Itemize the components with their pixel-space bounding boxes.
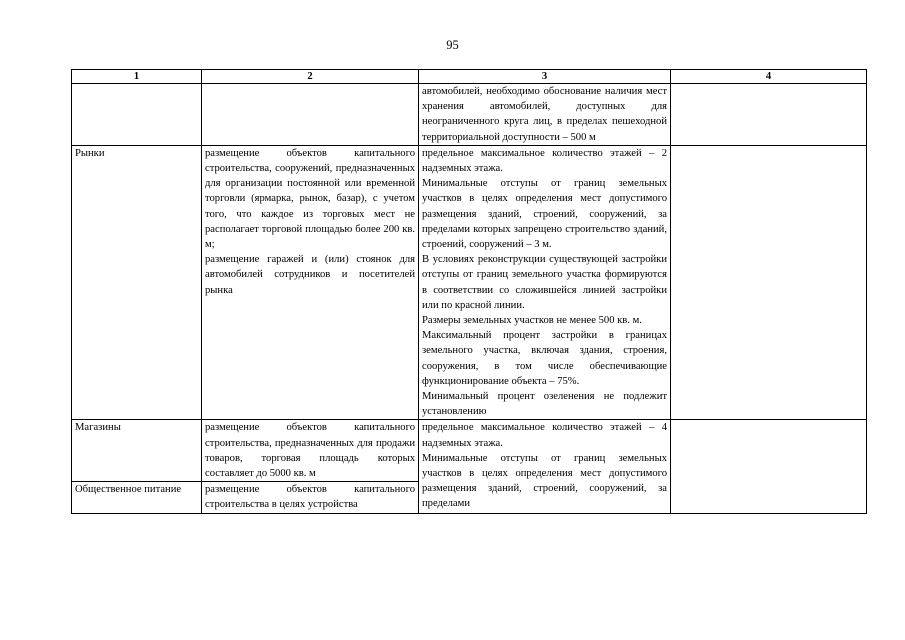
parameter-text: Минимальный процент озеленения не подлежит установлению <box>422 391 667 418</box>
parameters-cell <box>419 84 671 146</box>
column-header: 4 <box>671 70 867 84</box>
description-text: размещение объектов капитального строительства, предназначенных для продажи товаров, торговая площадь которых составляет до 5000 кв. м <box>205 422 415 480</box>
description-text: размещение гаражей и (или) стоянок для автомобилей сотрудников и посетителей рынка <box>205 254 415 296</box>
use-description-cell <box>202 420 419 482</box>
land-use-table <box>71 69 867 514</box>
page-number: 95 <box>446 38 459 52</box>
table-row <box>72 145 867 420</box>
parameters-cell <box>419 420 671 513</box>
parameters-cell <box>419 145 671 420</box>
use-description-cell <box>202 84 419 146</box>
parameter-text: Размеры земельных участков не менее 500 кв. м. <box>422 315 642 327</box>
use-type-cell: Магазины <box>72 420 202 482</box>
use-type-cell: Рынки <box>72 145 202 420</box>
column-header: 3 <box>419 70 671 84</box>
parameter-text: Минимальные отступы от границ земельных участков в целях определения мест допустимого размещения зданий, строений, сооружений, за пределами <box>422 452 667 510</box>
use-type-cell: Общественное питание <box>72 482 202 513</box>
notes-cell <box>671 84 867 146</box>
parameter-text: Максимальный процент застройки в границах земельного участка, включая здания, строения, сооружения, в том числе обеспечивающие функционирование объекта – 75%. <box>422 330 667 387</box>
parameter-text: В условиях реконструкции существующей застройки отступы от границ земельного участка формируются в соответствии со сложившейся линией застройки или по красной линии. <box>422 254 667 311</box>
parameter-text: предельное максимальное количество этажей – 2 надземных этажа. <box>422 147 667 175</box>
use-description-cell <box>202 482 419 513</box>
use-description-cell <box>202 145 419 420</box>
notes-cell <box>671 420 867 513</box>
notes-cell <box>671 145 867 420</box>
parameter-text: Минимальные отступы от границ земельных участков в целях определения мест допустимого размещения зданий, строений, сооружений, за пределами которых запрещено строительство зданий, строений, сооружений – 3 м. <box>422 178 667 251</box>
column-header: 2 <box>202 70 419 84</box>
parameter-text: предельное максимальное количество этажей – 4 надземных этажа. <box>422 422 667 449</box>
table-row <box>72 420 867 482</box>
table-row <box>72 84 867 146</box>
use-type-cell <box>72 84 202 146</box>
description-text: размещение объектов капитального строительства в целях устройства <box>205 484 415 511</box>
parameter-text: автомобилей, необходимо обоснование наличия мест хранения автомобилей, доступных для неограниченного круга лиц, в пределах пешеходной территориальной доступности – 500 м <box>422 86 667 143</box>
table-header-row <box>72 70 867 84</box>
description-text: размещение объектов капитального строительства, сооружений, предназначенных для организации постоянной или временной торговли (ярмарка, рынок, базар), с учетом того, что каждое из торговых мест не располагает торговой площадью более 200 кв. м; <box>205 147 415 251</box>
column-header: 1 <box>72 70 202 84</box>
